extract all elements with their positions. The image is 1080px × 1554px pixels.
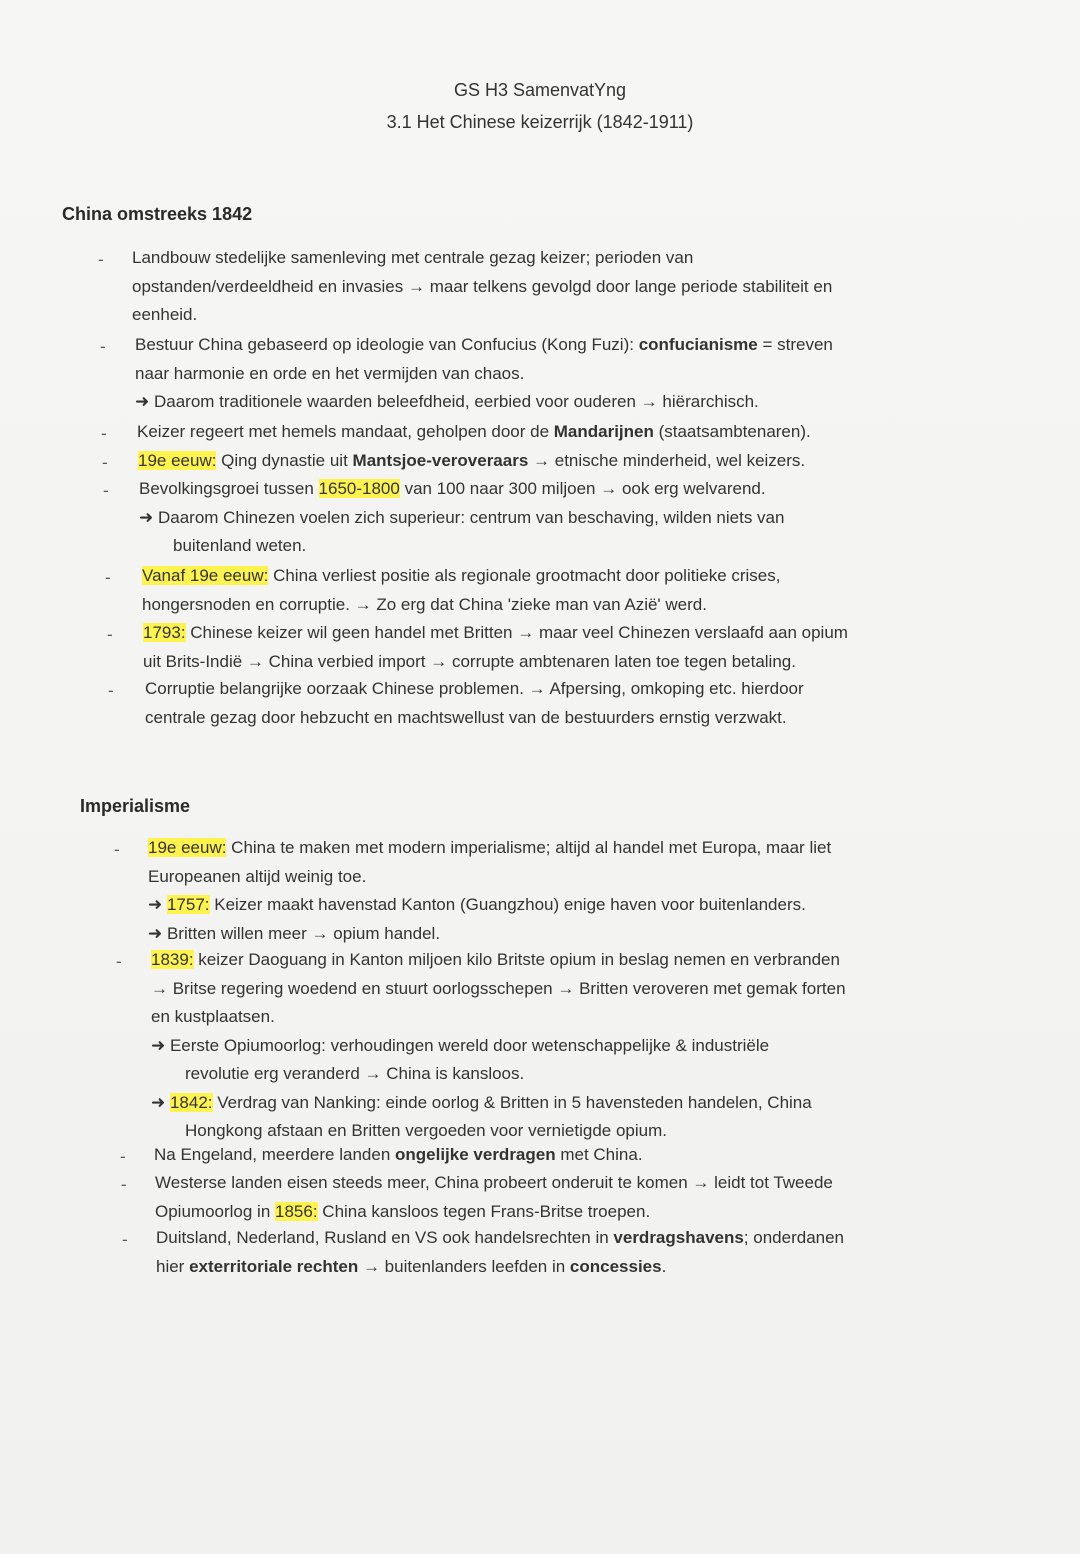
list-item: 19e eeuw: China te maken met modern imperialisme; altijd al handel met Europa, maar liet Europeanen altijd weinig toe. ➜ 1757: Keizer maakt havenstad Kanton (Guangzhou) enige haven voor buitenlanders. ➜ Britten willen meer → opium handel. [148, 838, 832, 943]
list-item: Vanaf 19e eeuw: China verliest positie als regionale grootmacht door politieke crises, hongersnoden en corruptie. → Zo erg dat China 'zieke man van Azië' werd. [142, 566, 781, 614]
list-item: 1793: Chinese keizer wil geen handel met Britten → maar veel Chinezen verslaafd aan opium uit Brits-Indië → China verbied import → corrupte ambtenaren laten toe tegen betaling. [143, 623, 848, 671]
list-item: Duitsland, Nederland, Rusland en VS ook handelsrechten in verdragshavens; onderdanen hier exterritoriale rechten → buitenlanders leefden in concessies. [156, 1228, 845, 1276]
bullet-dash: - [103, 481, 109, 500]
list-item: Keizer regeert met hemels mandaat, geholpen door de Mandarijnen (staatsambtenaren). [137, 422, 811, 441]
list-item: 19e eeuw: Qing dynastie uit Mantsjoe-veroveraars → etnische minderheid, wel keizers. [138, 451, 806, 470]
section-heading-china: China omstreeks 1842 [62, 204, 253, 224]
bullet-dash: - [121, 1175, 127, 1194]
bullet-dash: - [116, 952, 122, 971]
section-heading-imperialisme: Imperialisme [80, 796, 191, 816]
bullet-dash: - [107, 625, 113, 644]
list-item: Corruptie belangrijke oorzaak Chinese problemen. → Afpersing, omkoping etc. hierdoor centrale gezag door hebzucht en machtswellust van de bestuurders ernstig verzwakt. [145, 679, 804, 727]
list-item: Bevolkingsgroei tussen 1650-1800 van 100 naar 300 miljoen → ook erg welvarend. ➜ Daarom Chinezen voelen zich superieur: centrum van beschaving, wilden niets van buitenland weten. [139, 479, 785, 555]
list-item: Landbouw stedelijke samenleving met centrale gezag keizer; perioden van opstanden/verdeeldheid en invasies → maar telkens gevolgd door lange periode stabiliteit en eenheid. [132, 248, 833, 324]
document-subtitle: 3.1 Het Chinese keizerrijk (1842-1911) [386, 112, 694, 132]
bullet-dash: - [102, 453, 108, 472]
bullet-dash: - [98, 250, 104, 269]
bullet-dash: - [122, 1230, 128, 1249]
bullet-dash: - [100, 337, 106, 356]
bullet-dash: - [108, 681, 114, 700]
list-item: Bestuur China gebaseerd op ideologie van Confucius (Kong Fuzi): confucianisme = streven naar harmonie en orde en het vermijden van chaos. ➜ Daarom traditionele waarden beleefdheid, eerbied voor ouderen → hiërarchisch. [135, 335, 833, 411]
bullet-dash: - [105, 568, 111, 587]
document-title: GS H3 SamenvatYng [453, 80, 627, 100]
list-item: 1839: keizer Daoguang in Kanton miljoen kilo Britste opium in beslag nemen en verbranden → Britse regering woedend en stuurt oorlogsschepen → Britten veroveren met gemak forten en kustplaatsen. ➜ Eerste Opiumoorlog: verhoudingen wereld door wetenschappelijke & industriële revolutie erg veranderd → China is kansloos. ➜ 1842: Verdrag van Nanking: einde oorlog & Britten in 5 havensteden handelen, China Hongkong afstaan en Britten vergoeden voor vernietigde opium. [151, 950, 846, 1140]
bullet-dash: - [120, 1147, 126, 1166]
list-item: Westerse landen eisen steeds meer, China probeert onderuit te komen → leidt tot Tweede Opiumoorlog in 1856: China kansloos tegen Frans-Britse troepen. [155, 1173, 833, 1221]
list-item: Na Engeland, meerdere landen ongelijke verdragen met China. [154, 1145, 643, 1164]
bullet-dash: - [114, 840, 120, 859]
bullet-dash: - [101, 424, 107, 443]
